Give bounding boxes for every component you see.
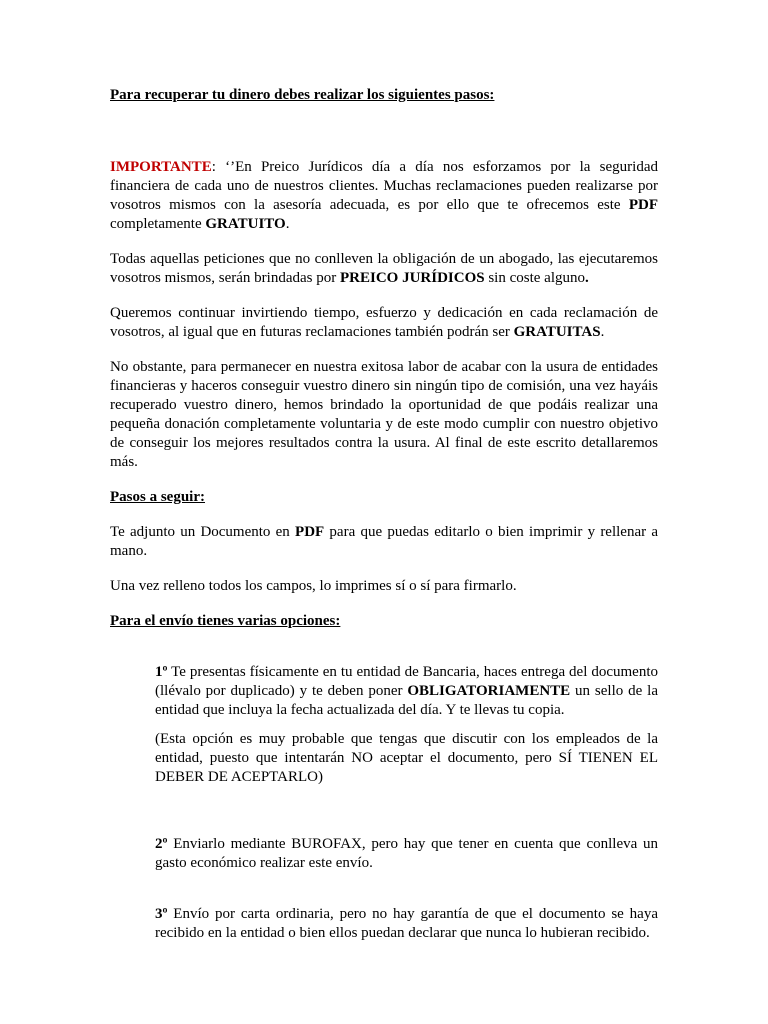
option-3 (110, 905, 658, 943)
option-3-text: 3º Envío por carta ordinaria, pero no hay garantía de que el documento se haya recibido en la entidad o bien ellos puedan declarar que nunca lo hubieran recibido. (155, 906, 658, 941)
important-paragraph: IMPORTANTE: ‘’En Preico Jurídicos día a día nos esforzamos por la seguridad financiera de cada uno de nuestros clientes. Muchas reclamaciones pueden realizarse por vosotros mismos con la asesoría adecuada, es por ello que te ofrecemos este PDF completamente GRATUITO. (110, 159, 658, 232)
attach-paragraph: Te adjunto un Documento en PDF para que puedas editarlo o bien imprimir y rellenar a mano. (110, 524, 658, 559)
option-2 (110, 835, 658, 873)
important-label: IMPORTANTE (110, 159, 212, 175)
option-1-note: (Esta opción es muy probable que tengas que discutir con los empleados de la entidad, puesto que intentarán NO aceptar el documento, pero SÍ TIENEN EL DEBER DE ACEPTARLO) (155, 731, 658, 785)
donation-paragraph: No obstante, para permanecer en nuestra exitosa labor de acabar con la usura de entidades financieras y haceros conseguir vuestro dinero sin ningún tipo de comisión, una vez hayáis recuperado vuestro dinero, hemos brindado la oportunidad de que podáis realizar una pequeña donación completamente voluntaria y de este modo cumplir con nuestro objetivo de conseguir los mejores resultados contra la usura. Al final de este escrito detallaremos más. (110, 359, 658, 470)
page-heading: Para recuperar tu dinero debes realizar los siguientes pasos: (110, 87, 495, 103)
options-heading: Para el envío tienes varias opciones: (110, 613, 341, 629)
continue-paragraph: Queremos continuar invirtiendo tiempo, esfuerzo y dedicación en cada reclamación de vosotros, al igual que en futuras reclamaciones también podrán ser GRATUITAS. (110, 305, 658, 340)
steps-heading: Pasos a seguir: (110, 489, 205, 505)
print-paragraph: Una vez relleno todos los campos, lo imprimes sí o sí para firmarlo. (110, 578, 517, 594)
option-1-text: 1º Te presentas físicamente en tu entidad de Bancaria, haces entrega del documento (llévalo por duplicado) y te deben poner OBLIGATORIAMENTE un sello de la entidad que incluya la fecha actualizada del día. Y te llevas tu copia. (155, 664, 658, 718)
option-1 (110, 663, 658, 787)
free-requests-paragraph: Todas aquellas peticiones que no conlleven la obligación de un abogado, las ejecutaremos vosotros mismos, serán brindadas por PREICO JURÍDICOS sin coste alguno. (110, 251, 658, 286)
option-2-text: 2º Enviarlo mediante BUROFAX, pero hay que tener en cuenta que conlleva un gasto económico realizar este envío. (155, 836, 658, 871)
